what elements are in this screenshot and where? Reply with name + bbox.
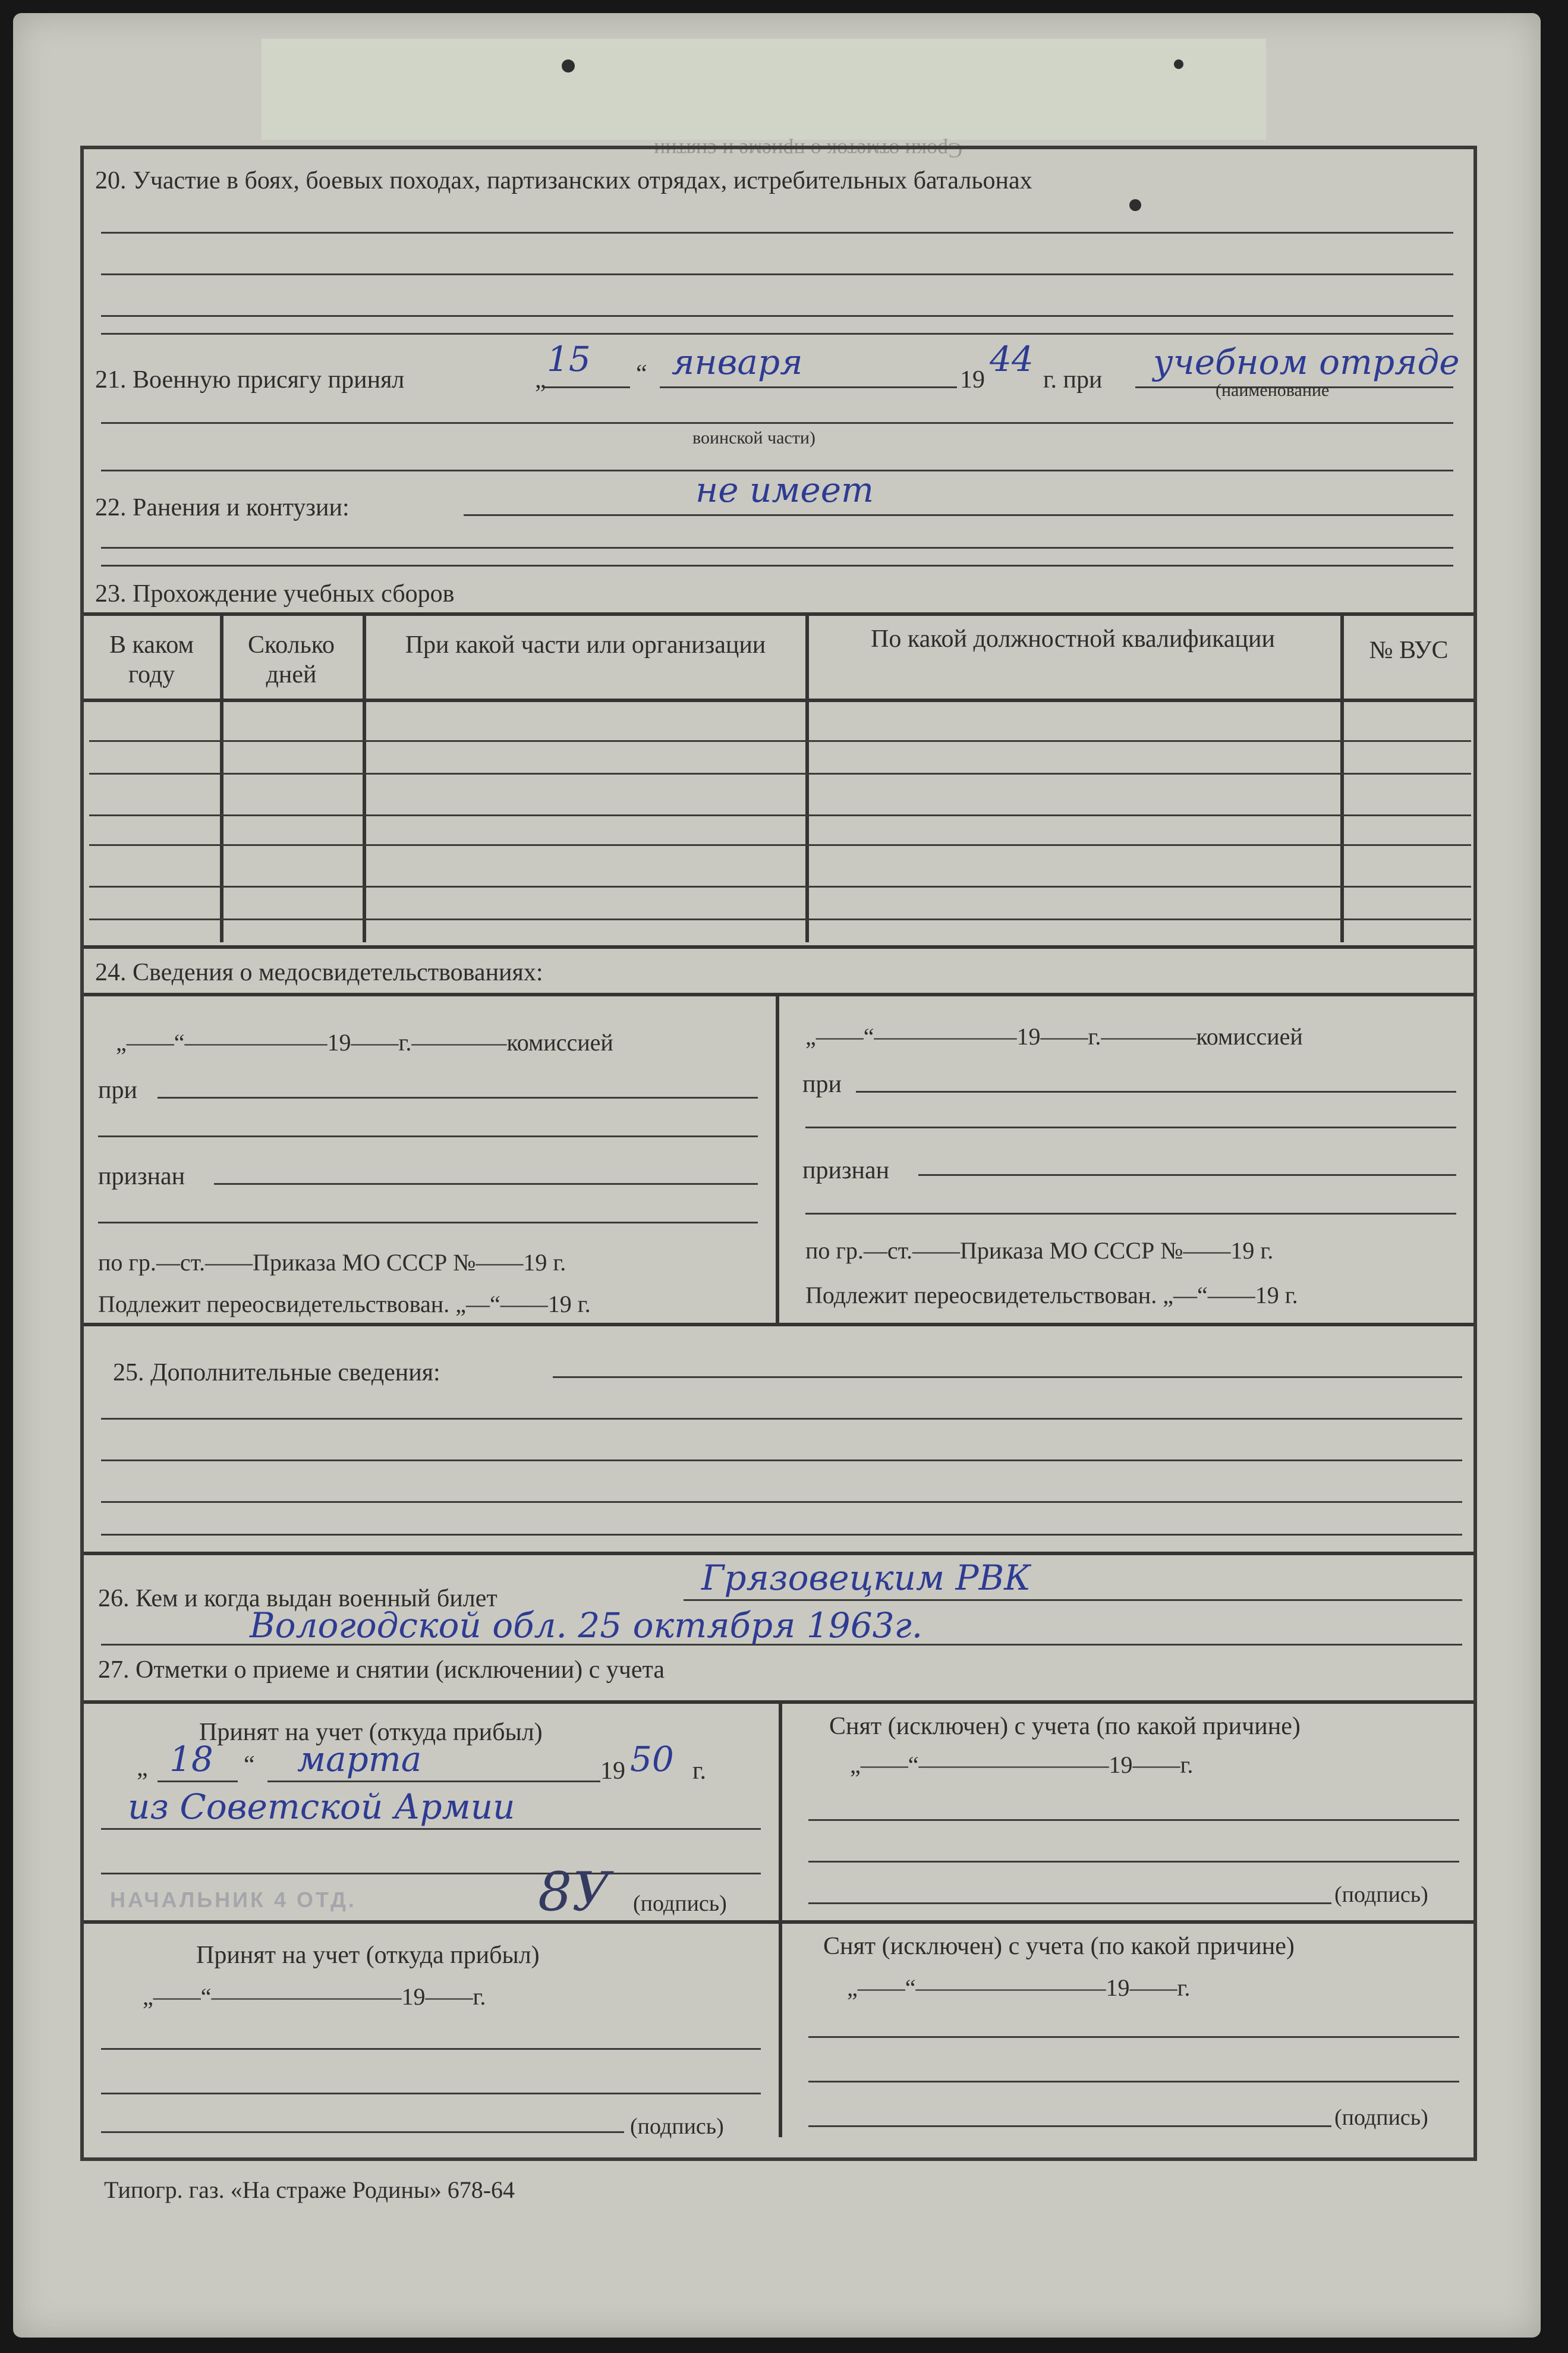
pin-hole bbox=[1174, 59, 1183, 69]
section-23-label: 23. Прохождение учебных сборов bbox=[95, 580, 455, 608]
oath-year: 44 bbox=[990, 339, 1034, 379]
blank-line bbox=[101, 333, 1453, 335]
blank-line bbox=[158, 1781, 238, 1782]
blank-line bbox=[805, 1127, 1456, 1128]
table-row-line bbox=[89, 773, 1471, 775]
section-27-label: 27. Отметки о приеме и снятии (исключении) с учета bbox=[98, 1656, 665, 1684]
blank-line bbox=[101, 2048, 761, 2050]
blank-line bbox=[267, 1781, 600, 1782]
med-right-date-line: „——“——————19——г.————комиссией bbox=[805, 1023, 1303, 1050]
divider bbox=[84, 1323, 1473, 1326]
table-row-line bbox=[89, 740, 1471, 742]
table-col-divider bbox=[1340, 615, 1344, 942]
section-20-label: 20. Участие в боях, боевых походах, партизанских отрядах, истребительных батальонах bbox=[95, 167, 1032, 194]
blank-line bbox=[214, 1183, 758, 1185]
year-prefix: 19 bbox=[600, 1757, 625, 1785]
wounds-value: не имеет bbox=[695, 470, 874, 510]
table-header-bottom bbox=[84, 699, 1473, 702]
note-unit: воинской части) bbox=[692, 428, 816, 448]
blank-line bbox=[805, 1213, 1456, 1215]
blank-line bbox=[101, 1644, 1462, 1646]
blank-line bbox=[101, 1873, 761, 1874]
section-26-label: 26. Кем и когда выдан военный билет bbox=[98, 1585, 498, 1612]
med-right-priznan: признан bbox=[802, 1157, 890, 1184]
blank-line bbox=[101, 422, 1453, 424]
note-naming: (наименование bbox=[1216, 380, 1330, 400]
g-pri: г. при bbox=[1043, 366, 1103, 394]
blank-line bbox=[808, 2081, 1459, 2083]
bleed-through-text: Сроки отметок о приеме и снятии bbox=[654, 139, 963, 162]
oath-unit: учебном отряде bbox=[1153, 342, 1460, 382]
section-22-label: 22. Ранения и контузии: bbox=[95, 494, 350, 521]
med-right-pri: при bbox=[802, 1071, 842, 1098]
blank-line bbox=[808, 1861, 1459, 1863]
table-col-divider bbox=[805, 615, 809, 942]
quote-open: „ bbox=[137, 1754, 148, 1782]
divider bbox=[84, 1552, 1473, 1555]
blank-line bbox=[101, 1534, 1462, 1536]
med-right-po-gr: по гр.—ст.——Приказа МО СССР №——19 г. bbox=[805, 1237, 1274, 1264]
signature-caption: (подпись) bbox=[1334, 2105, 1428, 2130]
table-row-line bbox=[89, 844, 1471, 846]
table-row-line bbox=[89, 918, 1471, 920]
g-suffix: г. bbox=[692, 1757, 706, 1785]
stamp-text: НАЧАЛЬНИК 4 ОТД. bbox=[110, 1888, 357, 1912]
accepted-day: 18 bbox=[169, 1739, 213, 1779]
blank-line bbox=[158, 1097, 758, 1099]
table-bottom bbox=[84, 945, 1473, 949]
col-header-year: В каком году bbox=[109, 631, 194, 688]
blank-line bbox=[808, 2036, 1459, 2038]
signature-caption: (подпись) bbox=[1334, 1882, 1428, 1907]
military-id-date: Вологодской обл. 25 октября 1963г. bbox=[250, 1605, 923, 1646]
divider bbox=[84, 1920, 1473, 1924]
blank-line bbox=[660, 386, 957, 388]
accepted-month: марта bbox=[297, 1739, 422, 1779]
column-divider bbox=[776, 996, 779, 1326]
blank-line bbox=[808, 2125, 1331, 2127]
blank-line bbox=[101, 1828, 761, 1830]
blank-line bbox=[808, 1819, 1459, 1821]
table-row-line bbox=[89, 886, 1471, 888]
section-21-label: 21. Военную присягу принял bbox=[95, 366, 405, 394]
blank-line bbox=[98, 1222, 758, 1223]
col-header-vus: № ВУС bbox=[1369, 637, 1449, 664]
removed-date-2: „——“————————19——г. bbox=[847, 1974, 1191, 2001]
oath-day: 15 bbox=[547, 339, 591, 379]
med-left-date-line: „——“——————19——г.————комиссией bbox=[116, 1029, 613, 1056]
printer-imprint: Типогр. газ. «На страже Родины» 678-64 bbox=[104, 2176, 515, 2203]
accepted-date-2: „——“————————19——г. bbox=[143, 1983, 486, 2010]
blank-line bbox=[101, 1501, 1462, 1503]
table-col-divider bbox=[220, 615, 223, 942]
tape-strip bbox=[262, 39, 1266, 140]
removed-date-1: „——“————————19——г. bbox=[850, 1751, 1194, 1778]
blank-line bbox=[101, 232, 1453, 234]
blank-line bbox=[101, 315, 1453, 317]
blank-line bbox=[464, 514, 1453, 516]
accepted-from: из Советской Армии bbox=[128, 1786, 515, 1827]
quote-close: “ bbox=[636, 360, 647, 388]
blank-line bbox=[101, 2093, 761, 2094]
med-left-po-gr: по гр.—ст.——Приказа МО СССР №——19 г. bbox=[98, 1249, 566, 1276]
oath-month: января bbox=[672, 342, 803, 382]
med-right-podlezhit: Подлежит переосвидетельствован. „—“——19 г. bbox=[805, 1282, 1298, 1308]
signature-caption: (подпись) bbox=[630, 2114, 724, 2139]
blank-line bbox=[101, 565, 1453, 567]
accepted-year: 50 bbox=[630, 1739, 674, 1779]
blank-line bbox=[101, 273, 1453, 275]
blank-line bbox=[684, 1599, 1462, 1601]
table-top bbox=[84, 612, 1473, 616]
removed-title-1: Снят (исключен) с учета (по какой причине) bbox=[829, 1713, 1301, 1740]
blank-line bbox=[918, 1174, 1456, 1176]
accepted-title-2: Принят на учет (откуда прибыл) bbox=[196, 1942, 540, 1969]
military-id-issuer: Грязовецким РВК bbox=[701, 1558, 1031, 1598]
quote-close: “ bbox=[244, 1751, 255, 1779]
section-25-label: 25. Дополнительные сведения: bbox=[113, 1359, 440, 1386]
blank-line bbox=[101, 2131, 624, 2133]
blank-line bbox=[544, 386, 630, 388]
col-header-unit: При какой части или организации bbox=[405, 631, 766, 659]
table-col-divider bbox=[363, 615, 366, 942]
accepted-title-1: Принят на учет (откуда прибыл) bbox=[199, 1719, 543, 1746]
removed-title-2: Снят (исключен) с учета (по какой причине) bbox=[823, 1933, 1295, 1960]
med-left-pri: при bbox=[98, 1077, 137, 1104]
blank-line bbox=[101, 1459, 1462, 1461]
pin-hole bbox=[562, 59, 575, 73]
quote-open: „ bbox=[535, 366, 546, 394]
blank-line bbox=[101, 547, 1453, 549]
blank-line bbox=[553, 1376, 1462, 1378]
med-left-podlezhit: Подлежит переосвидетельствован. „—“——19 г. bbox=[98, 1291, 591, 1317]
year-prefix: 19 bbox=[960, 366, 985, 394]
med-left-priznan: признан bbox=[98, 1163, 185, 1190]
signature-caption: (подпись) bbox=[633, 1891, 727, 1916]
signature-mark: 8У bbox=[538, 1861, 611, 1923]
blank-line bbox=[101, 1418, 1462, 1420]
section-24-label: 24. Сведения о медосвидетельствованиях: bbox=[95, 959, 543, 986]
blank-line bbox=[856, 1091, 1456, 1093]
blank-line bbox=[98, 1135, 758, 1137]
table-row-line bbox=[89, 814, 1471, 816]
col-header-qualification: По какой должностной квалификации bbox=[871, 625, 1275, 653]
col-header-days: Сколько дней bbox=[247, 631, 335, 688]
blank-line bbox=[808, 1902, 1331, 1904]
